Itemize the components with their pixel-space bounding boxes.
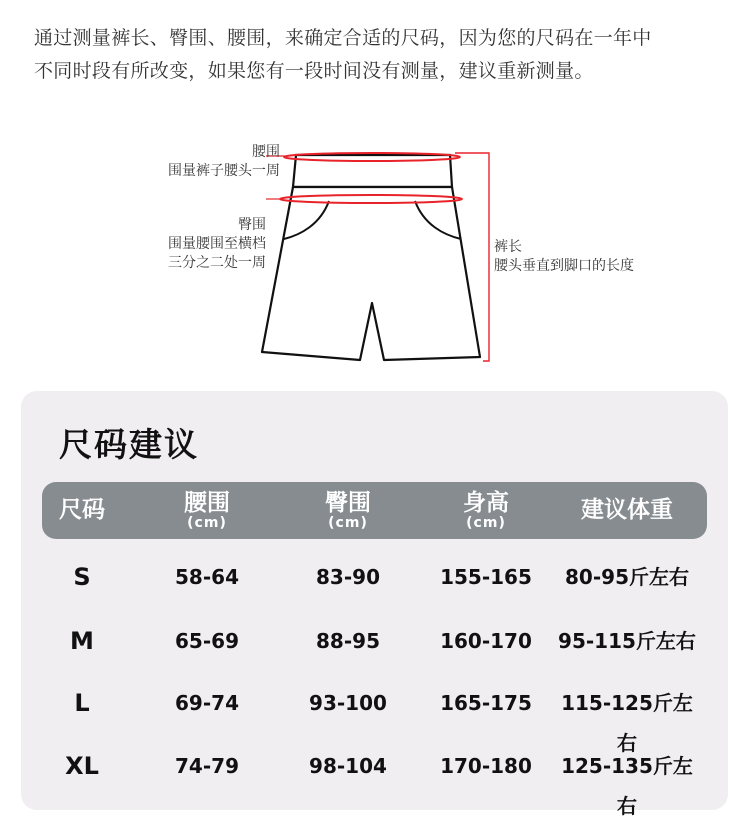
waist-label [140, 143, 280, 181]
intro-text [34, 22, 734, 88]
hip-label-title: 臀围 [238, 217, 266, 233]
intro-line-1: 通过测量裤长、臀围、腰围，来确定合适的尺码，因为您的尺码在一年中 [34, 27, 652, 49]
header-weight [562, 482, 692, 539]
length-label-desc: 腰头垂直到脚口的长度 [494, 258, 634, 274]
cell-weight: 95-115斤左右 [558, 629, 696, 653]
header-waist-unit: (cm) [187, 515, 227, 531]
header-waist [152, 482, 262, 539]
header-size [42, 482, 122, 539]
cell-waist: 65-69 [175, 629, 239, 653]
cell-height: 155-165 [440, 565, 532, 589]
header-hip-unit: (cm) [328, 515, 368, 531]
cell-height: 170-180 [440, 754, 532, 778]
cell-size: L [74, 689, 90, 717]
length-label [494, 238, 694, 276]
cell-size: M [70, 627, 94, 655]
intro-line-2: 不同时段有所改变，如果您有一段时间没有测量，建议重新测量。 [34, 60, 594, 82]
length-label-title: 裤长 [494, 239, 522, 255]
table-row [42, 746, 707, 818]
header-waist-label: 腰围 [184, 490, 230, 516]
table-header [42, 482, 707, 539]
cell-height: 160-170 [440, 629, 532, 653]
cell-hip: 93-100 [309, 691, 387, 715]
cell-hip: 83-90 [316, 565, 380, 589]
size-recommendation-card [21, 391, 728, 818]
cell-size: XL [65, 752, 99, 780]
cell-weight: 125-135斤左右 [561, 754, 693, 818]
waist-label-title: 腰围 [252, 144, 280, 160]
cell-hip: 98-104 [309, 754, 387, 778]
cell-size: S [73, 563, 91, 591]
header-height-label: 身高 [463, 490, 509, 516]
measurement-diagram [0, 135, 750, 375]
waist-label-desc: 围量裤子腰头一周 [168, 163, 280, 179]
hip-label-desc-2: 三分之二处一周 [168, 255, 266, 271]
header-size-label: 尺码 [59, 497, 105, 523]
table-row [42, 621, 707, 661]
table-row [42, 557, 707, 597]
header-weight-label: 建议体重 [581, 497, 673, 523]
cell-weight: 80-95斤左右 [565, 565, 689, 589]
cell-height: 165-175 [440, 691, 532, 715]
table-row [42, 683, 707, 755]
header-height-unit: (cm) [466, 515, 506, 531]
card-title: 尺码建议 [59, 425, 199, 464]
hip-label [140, 216, 266, 273]
shorts-outline [262, 187, 480, 360]
cell-hip: 88-95 [316, 629, 380, 653]
cell-waist: 74-79 [175, 754, 239, 778]
cell-waist: 58-64 [175, 565, 239, 589]
cell-waist: 69-74 [175, 691, 239, 715]
header-hip [293, 482, 403, 539]
cell-weight: 115-125斤左右 [561, 691, 693, 755]
hip-label-desc-1: 围量腰围至横档 [168, 236, 266, 252]
header-hip-label: 臀围 [325, 490, 371, 516]
header-height [431, 482, 541, 539]
